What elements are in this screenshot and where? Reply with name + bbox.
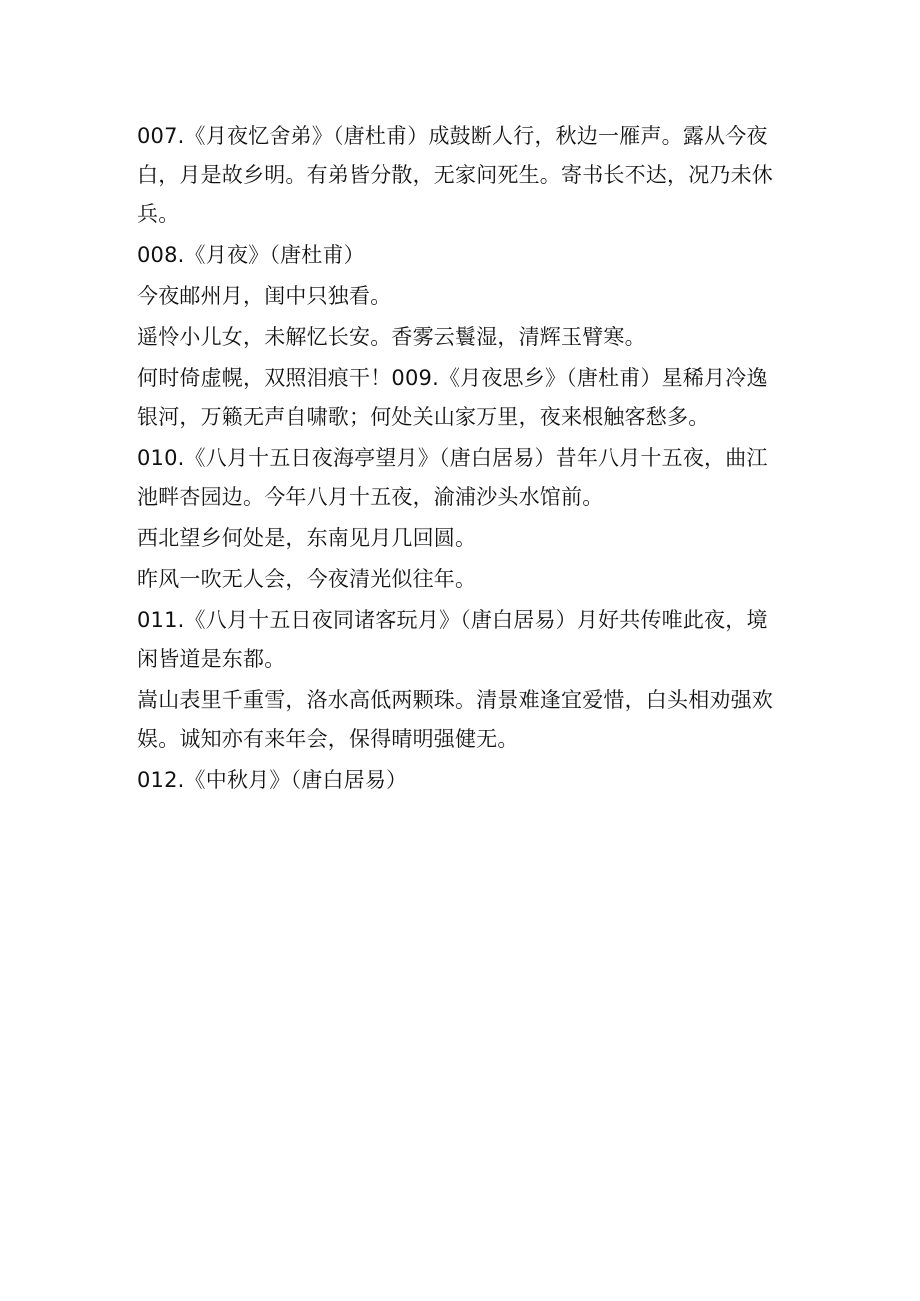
paragraph-poem-008-line-1: 今夜邮州月，闺中只独看。 [137,284,392,308]
paragraph-poem-012-title: 012.《中秋月》（唐白居易） [137,768,408,792]
paragraph-poem-010-line-3: 昨风一吹无人会，今夜清光似往年。 [137,567,477,591]
paragraph-poem-008-title: 008.《月夜》（唐杜甫） [137,243,365,267]
paragraph-poem-010: 010.《八月十五日夜海亭望月》（唐白居易）昔年八月十五夜，曲江池畔杏园边。今年八月十五夜，渝浦沙头水馆前。 [137,446,768,509]
paragraph-poem-010-line-2: 西北望乡何处是，东南见月几回圆。 [137,526,477,550]
document-body [137,117,783,800]
paragraph-poem-008-009: 何时倚虚幌，双照泪痕干！009.《月夜思乡》（唐杜甫）星稀月冷逸银河，万籁无声自啸歌；何处关山家万里，夜来根触客愁多。 [137,366,768,429]
paragraph-poem-011-line-2: 嵩山表里千重雪，洛水高低两颗珠。清景难逢宜爱惜，白头相劝强欢娱。诚知亦有来年会，保得晴明强健无。 [137,688,773,751]
paragraph-poem-008-line-2: 遥怜小儿女，未解忆长安。香雾云鬟湿，清辉玉臂寒。 [137,325,646,349]
paragraph-poem-007: 007.《月夜忆舍弟》（唐杜甫）成鼓断人行，秋边一雁声。露从今夜白，月是故乡明。有弟皆分散，无家问死生。寄书长不达，况乃未休兵。 [137,124,773,226]
paragraph-poem-011: 011.《八月十五日夜同诸客玩月》（唐白居易）月好共传唯此夜，境闲皆道是东都。 [137,608,768,671]
